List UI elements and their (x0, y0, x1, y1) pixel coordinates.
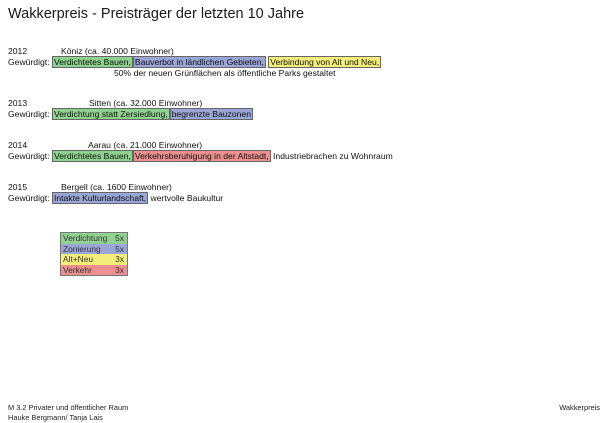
legend-label: Alt+Neu (63, 254, 94, 264)
entry-2012-tags (8, 57, 381, 68)
legend (60, 232, 128, 276)
year-2013: 2013 (8, 98, 28, 108)
place-koeniz: Köniz (ca. 40.000 Einwohner) (61, 46, 174, 56)
legend-count: 5x (115, 233, 124, 243)
legend-row-verdichtung (61, 233, 127, 244)
footer-course: M 3.2 Privater und öffentlicher Raum (8, 403, 129, 412)
place-sitten: Sitten (ca. 32.000 Einwohner) (89, 98, 203, 108)
legend-row-alt-neu (61, 254, 127, 265)
entry-2015-rest: wertvolle Baukultur (150, 193, 224, 203)
prefix-label: Gewürdigt: (8, 109, 50, 119)
prefix-label: Gewürdigt: (8, 151, 50, 161)
tag-bauverbot: Bauverbot in ländlichen Gebieten, (134, 57, 264, 67)
entry-2013-tags (8, 109, 253, 120)
legend-count: 5x (115, 243, 124, 254)
place-bergell: Bergell (ca. 1600 Einwohner) (61, 182, 172, 192)
tag-bauzonen: begrenzte Bauzonen (171, 109, 251, 119)
year-2014: 2014 (8, 140, 28, 150)
footer-authors: Hauke Bergmann/ Tanja Lais (8, 412, 103, 422)
tag-verdichtetes-bauen: Verdichtetes Bauen, (53, 57, 131, 67)
entry-2014-rest: Industriebrachen zu Wohnraum (273, 151, 393, 161)
place-aarau: Aarau (ca. 21.000 Einwohner) (88, 140, 203, 150)
entry-2012-extra: 50% der neuen Grünflächen als öffentliche Parks gestaltet (114, 68, 336, 78)
page-title: Wakkerpreis - Preisträger der letzten 10 Jahre (8, 6, 305, 22)
tag-verkehrsberuhigung: Verkehrsberuhigung in der Altstadt, (134, 151, 269, 161)
entry-2014-tags (8, 151, 393, 162)
tag-verdichtung: Verdichtung statt Zersiedlung, (53, 109, 168, 119)
footer-right: Wakkerpreis (559, 403, 600, 412)
footer-left (8, 403, 128, 422)
entry-2015-tags (8, 193, 223, 204)
legend-count: 3x (115, 254, 124, 264)
prefix-label: Gewürdigt: (8, 193, 50, 203)
tag-verdichtetes-bauen-2014: Verdichtetes Bauen, (53, 151, 131, 161)
legend-row-zonierung (61, 244, 127, 255)
tag-kulturlandschaft: Intakte Kulturlandschaft, (53, 193, 147, 203)
prefix-label: Gewürdigt: (8, 57, 50, 67)
legend-count: 3x (115, 264, 124, 275)
year-2015: 2015 (8, 182, 28, 192)
legend-label: Zonierung (63, 243, 101, 254)
legend-label: Verdichtung (63, 233, 108, 243)
year-2012: 2012 (8, 46, 28, 56)
legend-label: Verkehr (63, 264, 92, 275)
tag-alt-neu: Verbindung von Alt und Neu, (270, 57, 380, 67)
legend-row-verkehr (61, 265, 127, 276)
